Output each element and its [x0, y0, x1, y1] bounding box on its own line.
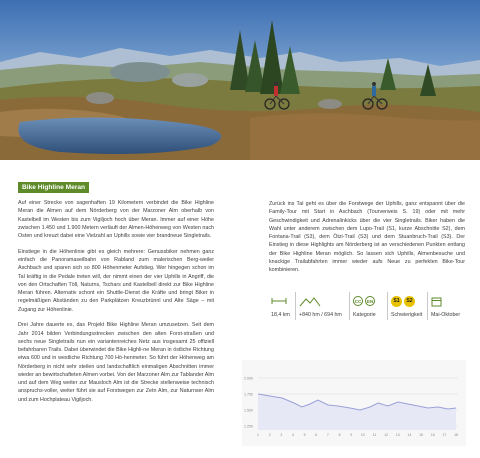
header-photo	[0, 0, 480, 160]
x-tick-label: 13	[395, 433, 400, 437]
distance-icon	[271, 295, 287, 307]
mountain-bike-photo	[0, 0, 480, 160]
paragraph-2: Einstiege in die Höhenlinie gibt es gleich mehrere: Genussbiker nehmen ganz einfach die Panoramaseilbahn von Rabland zum malerischen Berg-weiler Aschbach und sparen sich so 800 Höhenmeter Aufstieg. Wer hingegen schon im Tal kräftig in die Pedale treten will, der nimmt einen der vier Uphills in Angriff, die von den Ortschaften Töll, Naturns, Tschars und Kastelbell direkt zur Bike Highline Meran führen. Alternativ schont ein Shuttle-Dienst die Kräfte und bringt Biker in regelmäßigen Abständen zu den Parkplätzen Kreuzbrünnl und Alte Säge – mit Zugang zur Höhenlinie.	[18, 248, 214, 313]
elevation-profile-chart	[242, 360, 466, 446]
x-tick-label: 4	[291, 433, 294, 437]
category-label: Kategorie	[353, 312, 376, 318]
difficulty-badges	[391, 295, 415, 307]
paragraph-1: Auf einer Strecke von sagenhaften 19 Kilometern verbindet die Bike Highline Meran die Almen auf dem Nörderberg von der Marzoner Alm oberhalb von Kastelbell im Westen bis zum Vigiljoch hoch über Meran. Immer auf einer Höhe zwischen 1.450 und 1.900 Metern verläuft der Almen-Höhenweg von Westen nach Osten und kreuzt dabei eine Vielzahl an Uphills sowie vier brandneue Singletrails.	[18, 200, 214, 239]
elevation-value: +840 hm / 694 hm	[299, 312, 342, 318]
elevation-icon	[299, 295, 321, 307]
y-tick-label: 1.750	[244, 392, 253, 397]
stat-distance	[269, 292, 296, 320]
x-tick-label: 6	[315, 433, 318, 437]
category-badge-en: EN	[365, 296, 375, 306]
difficulty-badge-s2: S2	[404, 296, 415, 307]
stat-difficulty	[389, 292, 428, 320]
y-tick-label: 1.250	[244, 424, 253, 429]
x-tick-label: 16	[430, 433, 435, 437]
profile-area	[258, 394, 456, 430]
x-tick-label: 7	[326, 433, 329, 437]
x-tick-label: 5	[303, 433, 306, 437]
difficulty-label: Schwierigkeit	[391, 312, 423, 318]
category-badge-cc: CC	[353, 296, 363, 306]
stat-category	[351, 292, 388, 320]
paragraph-4: Zurück ins Tal geht es über die Forstwege der Uphills, ganz entspannt über die Family-Tour mit Start in Aschbach (Tourverweis S. 19) oder mit mehr Geschwindigkeit und Adrenalinkicks über die vier Singletrails. Biker haben die Wahl unter anderem zwischen dem Lupo-Trail (S1, kurze Abschnitte S2), dem Fontana-Trail (S3), dem Ötzi-Trail (S3) und dem Stuanbruch-Trail (S3). Der Einstieg in diese Highlights am Nörderberg ist an verschiedenen Punkten entlang der Bike Highline Meran möglich. So lassen sich Uphills, Almenbesuche und knackige Trailabfahrten immer wieder aufs Neue zu perfekten Bike-Tour kombinieren.	[269, 201, 465, 273]
y-tick-label: 1.500	[244, 408, 253, 413]
difficulty-badge-s1: S1	[391, 296, 402, 307]
x-tick-label: 8	[338, 433, 341, 437]
tour-stats-bar	[269, 292, 465, 320]
x-tick-label: 3	[280, 433, 283, 437]
distance-value: 18,4 km	[271, 312, 290, 318]
x-tick-label: 18	[454, 433, 458, 437]
section-title: Bike Highline Meran	[18, 182, 89, 193]
category-badges	[353, 295, 375, 307]
x-tick-label: 17	[442, 433, 447, 437]
x-tick-label: 15	[419, 433, 423, 437]
stat-elevation	[297, 292, 350, 320]
x-tick-label: 2	[268, 433, 271, 437]
x-tick-label: 1	[257, 433, 259, 437]
x-tick-label: 14	[407, 433, 412, 437]
x-tick-label: 9	[350, 433, 353, 437]
left-text-column	[18, 199, 214, 411]
elevation-profile	[242, 360, 466, 446]
x-tick-label: 11	[372, 433, 377, 437]
x-tick-label: 10	[360, 433, 365, 437]
paragraph-3: Drei Jahre dauerte es, das Projekt Bike Highline Meran umzusetzen. Seit dem Jahr 2014 bilden Verbindungsstrecken zwischen den alten Forst-straßen und sechs neue Singletrails nun ein variantenreiches Netz aus insgesamt 25 offiziell befahrbaren Trails. Dabei überwindet die Bike Highli-ne Meran in östliche Richtung etwa 600 und in westliche Richtung 700 Hö-henmeter. So führt der Höhenweg am Nörderberg in nicht sehr steilen und landschaftlich einmaligen Abschnitten immer wieder an bewirtschafteten Almen vorbei. Von der Marzoner Alm zur Tablander Alm und auf dem Weg weiter zur Mausloch Alm ist die Strecke stellenweise technisch anspruchs-voller, weiter führt sie auf Forstwegen zur Zetn Alm, zur Naturnser Alm und zum Hochplateau Vigiljoch.	[18, 322, 214, 403]
calendar-icon	[431, 295, 442, 307]
x-tick-label: 12	[384, 433, 389, 437]
stat-season	[429, 292, 465, 320]
right-text-column	[269, 200, 465, 282]
season-value: Mai-Oktober	[431, 312, 461, 318]
y-tick-label: 2.000	[244, 376, 253, 381]
